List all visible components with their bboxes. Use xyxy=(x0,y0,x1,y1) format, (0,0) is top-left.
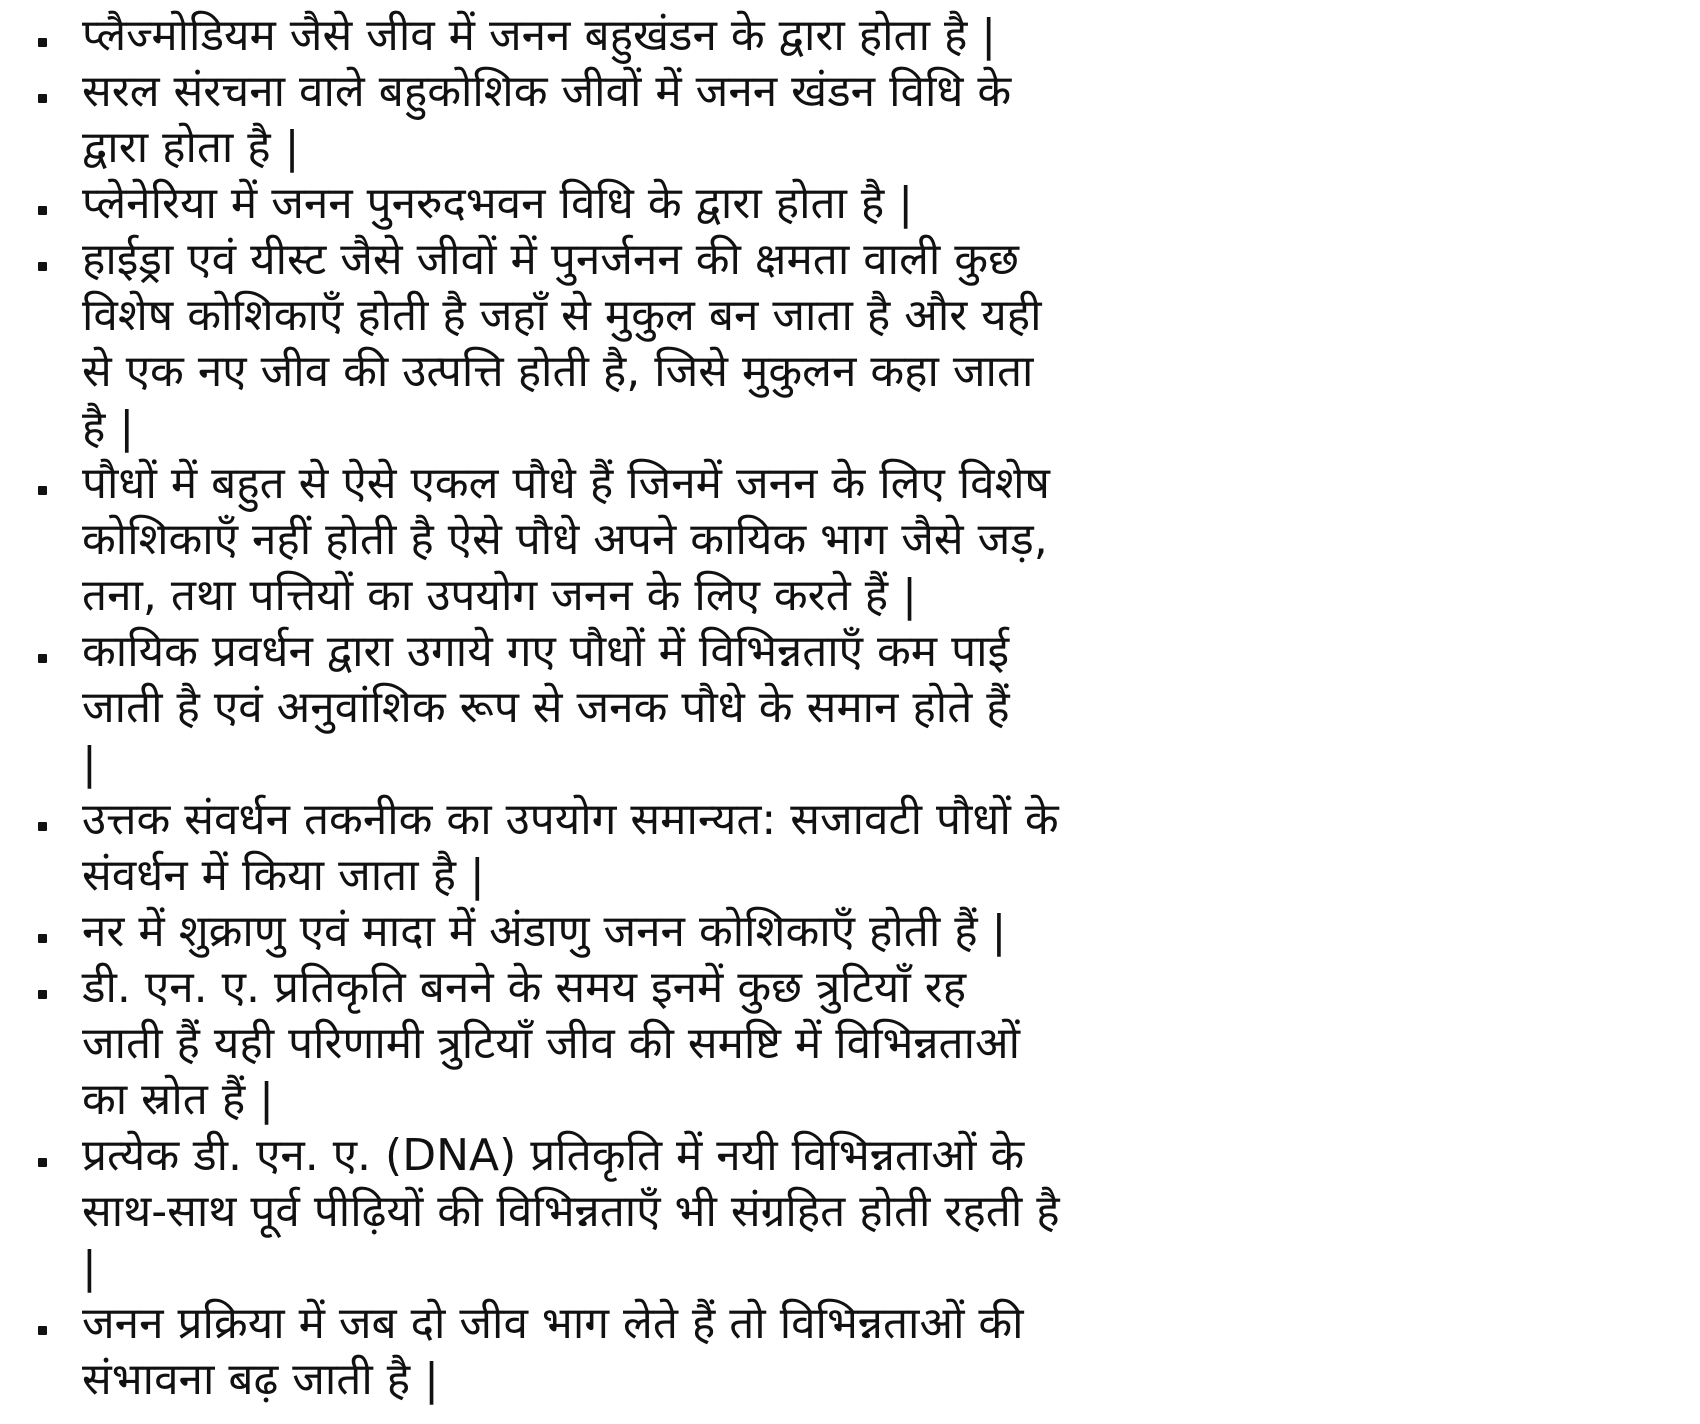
bullet-point-icon xyxy=(38,1158,47,1167)
bullet-point-icon xyxy=(38,822,47,831)
bullet-text-line: प्लेनेरिया में जनन पुनरुदभवन विधि के द्वारा होता है | xyxy=(82,178,914,229)
bullet-item xyxy=(30,960,1190,1128)
bullet-point-icon xyxy=(38,1326,47,1335)
bullet-text-line: से एक नए जीव की उत्पत्ति होती है, जिसे मुकुलन कहा जाता xyxy=(82,346,1034,397)
bullet-point-icon xyxy=(38,262,47,271)
bullet-text-line: संभावना बढ़ जाती है | xyxy=(82,1354,439,1405)
bullet-item xyxy=(30,8,1190,64)
bullet-text-line: है | xyxy=(82,402,135,453)
bullet-point-icon xyxy=(38,990,47,999)
bullet-text-line: सरल संरचना वाले बहुकोशिक जीवों में जनन खंडन विधि के xyxy=(82,66,1012,117)
bullet-item xyxy=(30,176,1190,232)
bullet-point-icon xyxy=(38,934,47,943)
bullet-point-icon xyxy=(38,654,47,663)
bullet-text-line: कायिक प्रवर्धन द्वारा उगाये गए पौधों में विभिन्नताएँ कम पाई xyxy=(82,626,1010,677)
bullet-list xyxy=(30,8,1190,1408)
bullet-text-line: | xyxy=(82,738,97,789)
bullet-item xyxy=(30,624,1190,792)
bullet-text-line: कोशिकाएँ नहीं होती है ऐसे पौधे अपने कायिक भाग जैसे जड़, xyxy=(82,514,1048,565)
bullet-point-icon xyxy=(38,486,47,495)
bullet-text-line: साथ-साथ पूर्व पीढ़ियों की विभिन्नताएँ भी संग्रहित होती रहती है xyxy=(82,1186,1060,1237)
bullet-text-line: जाती है एवं अनुवांशिक रूप से जनक पौधे के समान होते हैं xyxy=(82,682,1010,733)
bullet-point-icon xyxy=(38,94,47,103)
bullet-text-line: पौधों में बहुत से ऐसे एकल पौधे हैं जिनमें जनन के लिए विशेष xyxy=(82,458,1050,509)
bullet-item xyxy=(30,792,1190,904)
bullet-item xyxy=(30,64,1190,176)
bullet-text-line: द्वारा होता है | xyxy=(82,122,300,173)
bullet-text-line: तना, तथा पत्तियों का उपयोग जनन के लिए करते हैं | xyxy=(82,570,917,621)
bullet-text-line: का स्रोत हैं | xyxy=(82,1074,274,1125)
bullet-text-line: डी. एन. ए. प्रतिकृति बनने के समय इनमें कुछ त्रुटियाँ रह xyxy=(82,962,967,1013)
bullet-text-line: प्रत्येक डी. एन. ए. (DNA) प्रतिकृति में नयी विभिन्नताओं के xyxy=(82,1130,1025,1181)
bullet-item xyxy=(30,904,1190,960)
bullet-item xyxy=(30,1296,1190,1408)
bullet-text-line: विशेष कोशिकाएँ होती है जहाँ से मुकुल बन जाता है और यही xyxy=(82,290,1042,341)
bullet-text-line: जनन प्रक्रिया में जब दो जीव भाग लेते हैं तो विभिन्नताओं की xyxy=(82,1298,1024,1349)
bullet-item xyxy=(30,1128,1190,1296)
bullet-point-icon xyxy=(38,206,47,215)
bullet-text-line: | xyxy=(82,1242,97,1293)
bullet-text-line: हाईड्रा एवं यीस्ट जैसे जीवों में पुनर्जनन की क्षमता वाली कुछ xyxy=(82,234,1019,285)
bullet-item xyxy=(30,456,1190,624)
bullet-text-line: जाती हैं यही परिणामी त्रुटियाँ जीव की समष्टि में विभिन्नताओं xyxy=(82,1018,1020,1069)
bullet-text-line: संवर्धन में किया जाता है | xyxy=(82,850,485,901)
bullet-text-line: नर में शुक्राणु एवं मादा में अंडाणु जनन कोशिकाएँ होती हैं | xyxy=(82,906,1007,957)
bullet-text-line: प्लैज्मोडियम जैसे जीव में जनन बहुखंडन के द्वारा होता है | xyxy=(82,10,997,61)
bullet-point-icon xyxy=(38,38,47,47)
bullet-text-line: उत्तक संवर्धन तकनीक का उपयोग समान्यत: सजावटी पौधों के xyxy=(82,794,1059,845)
bullet-item xyxy=(30,232,1190,456)
